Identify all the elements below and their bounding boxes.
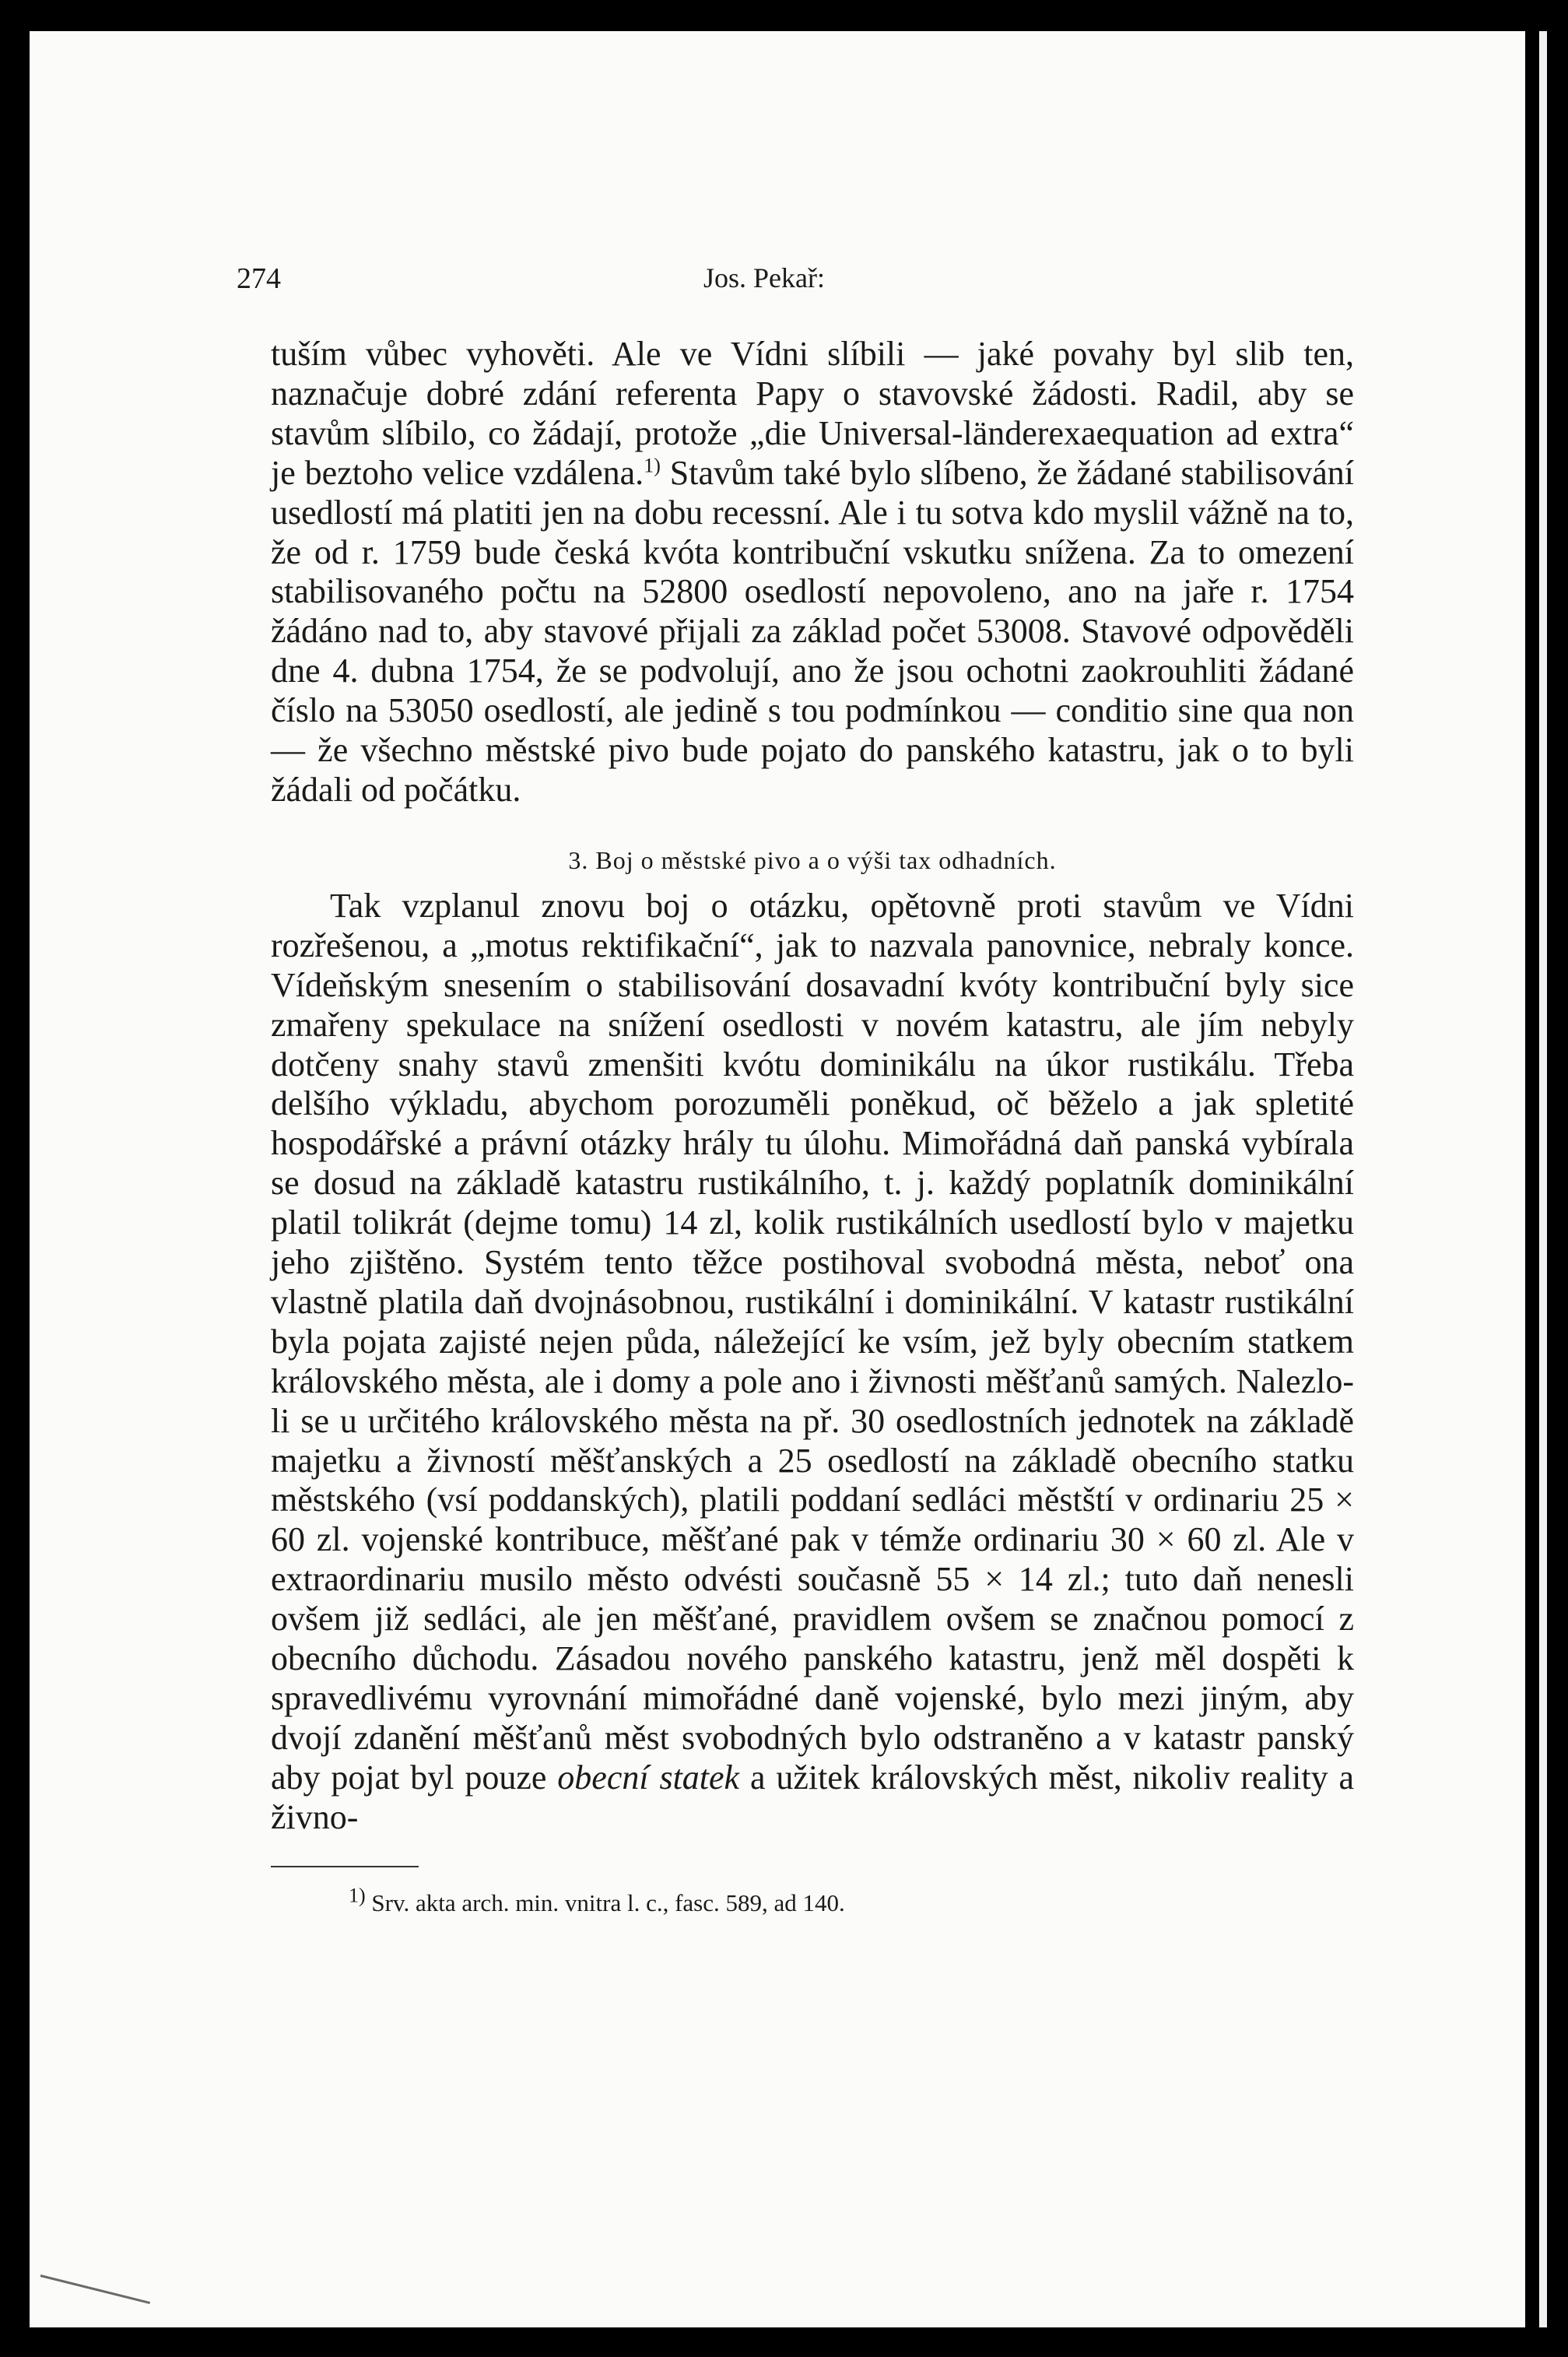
page-edge-strip (1539, 31, 1547, 2327)
italic-phrase: obecní statek (557, 1758, 740, 1797)
section-heading: 3. Boj o městské pivo a o výši tax odhadních. (568, 845, 1057, 874)
footnote-reference: 1) (644, 454, 661, 477)
paragraph-text-end: a užitek královských měst, nikoliv reality a živno- (271, 1758, 1354, 1836)
footnote-marker: 1) (349, 1884, 366, 1907)
paragraph-text: Tak vzplanul znovu boj o otázku, opětovně proti stavům ve Vídni rozřešenou, a „motus rektifikační“, jak to nazvala panovnice, nebraly konce. Vídeňským snesením o stabilisování dosavadní kvóty kontribuční byly sice zmařeny spekulace na snížení osedlosti v novém katastru, ale jím nebyly dotčeny snahy stavů zmenšiti kvótu dominikálu na úkor rustikálu. Třeba delšího výkladu, abychom porozuměli poněkud, oč běželo a jak spletité hospodářské a právní otázky hrály tu úlohu. Mimořádná daň panská vybírala se dosud na základě katastru rustikálního, t. j. každý poplatník dominikální platil tolikrát (dejme tomu) 14 zl, kolik rustikálních usedlostí bylo v majetku jeho zjištěno. Systém tento těžce postihoval svobodná města, neboť ona vlastně platila daň dvojnásobnou, rustikální i dominikální. V katastr rustikální byla pojata zajisté nejen půda, náležející ke vsím, jež byly obecním statkem královského města, ale i domy a pole ano i živnosti měšťanů samých. Nalezlo-li se u určitého královského města na př. 30 osedlostních jednotek na základě majetku a živností měšťanských a 25 osedlostí na základě obecního statku městského (vsí poddanských), platili poddaní sedláci městští v ordinariu 25 × 60 zl. vojenské kontribuce, měšťané pak v témže ordinariu 30 × 60 zl. Ale v extraordinariu musilo město odvésti současně 55 × 14 zl.; tuto daň nenesli ovšem již sedláci, ale jen měšťané, pravidlem ovšem se značnou pomocí z obecního důchodu. Zásadou nového panského katastru, jenž měl dospěti k spravedlivému vyrovnání mimořádné daně vojenské, bylo mezi jiným, aby dvojí zdanění měšťanů měst svobodných bylo odstraněno a v katastr panský aby pojat byl pouze (271, 886, 1354, 1797)
page-number: 274 (237, 262, 281, 295)
paragraph-continuation (271, 335, 1354, 810)
paragraph-text: tuším vůbec vyhověti. Ale ve Vídni slíbili — jaké povahy byl slib ten, naznačuje dobré zdání referenta Papy o stavovské žádosti. Radil, aby se stavům slíbilo, co žádají, protože „die Universal-länderexaequation ad extra“ je beztoho velice vzdálena. (271, 335, 1354, 492)
paragraph-main (271, 887, 1354, 1838)
footnote (271, 1884, 1354, 1919)
book-page (30, 31, 1525, 2327)
paragraph-text-continued: Stavům také bylo slíbeno, že žádané stabilisování usedlostí má platiti jen na dobu recessní. Ale i tu sotva kdo myslil vážně na to, že od r. 1759 bude česká kvóta kontribuční vskutku snížena. Za to omezení stabilisovaného počtu na 52800 osedlostí nepovoleno, ano na jaře r. 1754 žádáno nad to, aby stavové přijali za základ počet 53008. Stavové odpověděli dne 4. dubna 1754, že se podvolují, ano že jsou ochotni zaokrouhliti žádané číslo na 53050 osedlostí, ale jedině s tou podmínkou — conditio sine qua non — že všechno městské pivo bude pojato do panského katastru, jak o to byli žádali od počátku. (271, 453, 1354, 809)
running-head: Jos. Pekař: (703, 262, 825, 293)
page-content (271, 335, 1354, 1919)
footnote-divider (271, 1866, 419, 1867)
page-header (237, 262, 1342, 308)
footnote-text: Srv. akta arch. min. vnitra l. c., fasc. 589, ad 140. (365, 1888, 845, 1916)
